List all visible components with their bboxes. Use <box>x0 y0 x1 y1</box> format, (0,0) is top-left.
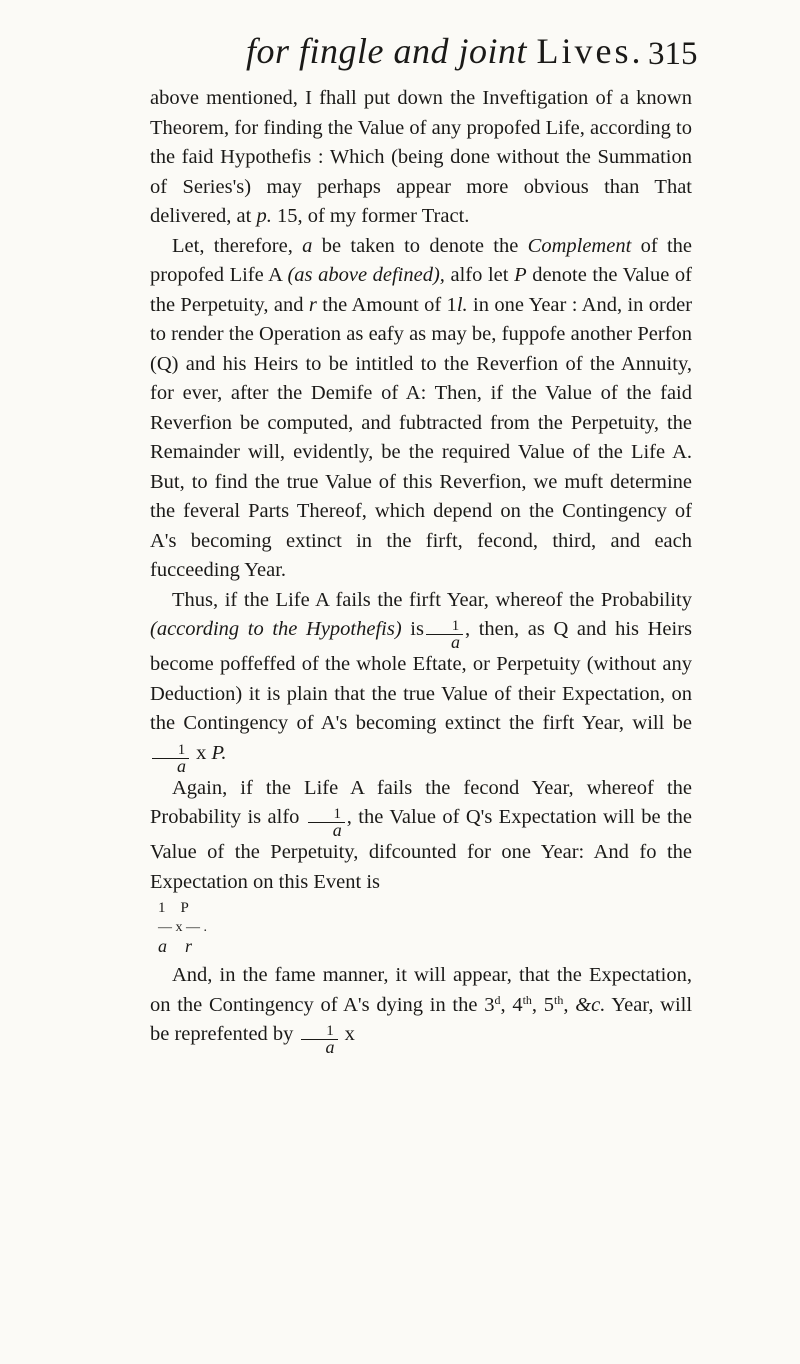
p3-is: is <box>410 618 424 640</box>
p2-g: in one Year : And, in order to render the Operation as eafy as may be, fuppofe another Perfon (Q) and his Heirs to be intitled to the Reverfion of the Annuity, for ever, after the Demife of A: Then, if the Value of the faid Reverfion be computed, and fubtracted from the Perpetuity, the Remainder will, evidently, be the required Value of the Life A. But, to find the true Value of this Reverfion, we muft determine the feveral Parts Thereof, which depend on the Contingency of A's becoming extinct in the firft, fecond, third, and each fucceeding Year. <box>150 293 693 581</box>
p3-var-P: P. <box>211 741 227 764</box>
p1-end: 15, of my former Tract. <box>276 205 470 227</box>
p4-a: Again, if the Life A fails the fecond Year, whereof the Probability is alfo <box>150 776 692 828</box>
paragraph-3 <box>150 586 692 774</box>
p2-var-r: r <box>308 293 317 316</box>
fraction-denominator: a <box>426 634 463 650</box>
ordinal-4-sup: th <box>522 992 532 1007</box>
paragraph-2 <box>150 232 692 586</box>
p2-var-a: a <box>302 234 313 257</box>
fraction-denominator: a <box>152 758 189 774</box>
paragraph-4 <box>150 774 692 898</box>
fraction-1-over-a <box>301 1024 338 1055</box>
p3-according: (according to the Hypothefis) <box>150 618 402 640</box>
p4-b: , the Value of Q's Expectation will be the Value of the Perpetuity, difcounted for one Year: And fo the Expectation on this Event is <box>150 806 692 893</box>
p2-c: of the propofed Life A <box>150 234 693 286</box>
running-head <box>0 30 800 80</box>
page-number: 315 <box>648 36 698 72</box>
p5-etc: &c. <box>575 993 606 1016</box>
ordinal-5-sup: th <box>554 992 564 1007</box>
body-text <box>150 84 692 1055</box>
ordinal-5: 5 <box>543 993 555 1016</box>
p2-f: the Amount of 1 <box>322 293 457 316</box>
fraction-numerator: 1 <box>333 806 342 822</box>
p3-b: , then, as Q and his Heirs become poffeffed of the whole Eftate, or Perpetuity (without any Deduction) it is plain that the true Value of their Expectation, on the Contingency of A's becoming extinct the firft Year, will be <box>150 618 693 734</box>
fraction-1-over-a <box>308 807 345 838</box>
formula-1-over-a-times-P-over-r <box>150 897 692 961</box>
p2-complement: Complement <box>527 234 632 257</box>
fraction-denominator: a <box>308 822 345 838</box>
formula <box>158 899 207 956</box>
p2-a: Let, therefore, <box>172 234 293 257</box>
fraction-denominator: a <box>301 1039 338 1055</box>
fraction-numerator: 1 <box>451 618 460 634</box>
p5-a: And, in the fame manner, it will appear, that the Expectation, on the Contingency of A's dying in the <box>150 964 692 1016</box>
running-title <box>246 30 644 72</box>
p1-page-ref: p. <box>256 205 272 227</box>
ordinal-4: 4 <box>512 993 523 1016</box>
paragraph-1 <box>150 84 692 232</box>
p2-l: l. <box>456 293 468 316</box>
fraction-numerator: 1 <box>326 1023 334 1039</box>
ordinal-3-sup: d <box>494 992 501 1007</box>
times-sign: x <box>344 1023 355 1045</box>
fraction-numerator: 1 <box>177 741 186 758</box>
fraction-1-over-a <box>426 619 463 650</box>
running-title-italic: for fingle and joint <box>246 31 528 71</box>
p2-b: be taken to denote the <box>321 234 519 257</box>
p2-d: alfo let <box>450 264 509 286</box>
p2-as-defined: (as above defined), <box>287 264 445 286</box>
fraction-1-over-a <box>152 743 189 774</box>
p1-text: above mentioned, I fhall put down the Inveftigation of a known Theorem, for finding the Value of any propofed Life, according to the faid Hypothefis : Which (being done without the Summation of Series's) may perhaps appear more obvious than That delivered, at <box>150 87 692 227</box>
formula-denominators: a r <box>158 936 193 956</box>
running-title-lives: Lives. <box>536 31 644 71</box>
formula-numerators: 1 P <box>158 900 189 916</box>
times-sign: x <box>196 741 207 764</box>
ordinal-3: 3 <box>484 993 495 1016</box>
p3-a: Thus, if the Life A fails the firft Year, whereof the Probability <box>172 588 692 611</box>
p2-var-P: P <box>514 264 527 286</box>
paragraph-5: And, in the fame manner, it will appear, that the Expectation, on the Contingency of A's dying in the 3$^d$, 4th, 5th, &c. Year, will be reprefented by $\frac{1}{a}$ x <box>150 964 693 1057</box>
p5-b: Year, will be reprefented by <box>150 993 693 1045</box>
formula-operator: — x — . <box>158 920 207 935</box>
p2-e: denote the Value of the Perpetuity, and <box>150 264 693 316</box>
